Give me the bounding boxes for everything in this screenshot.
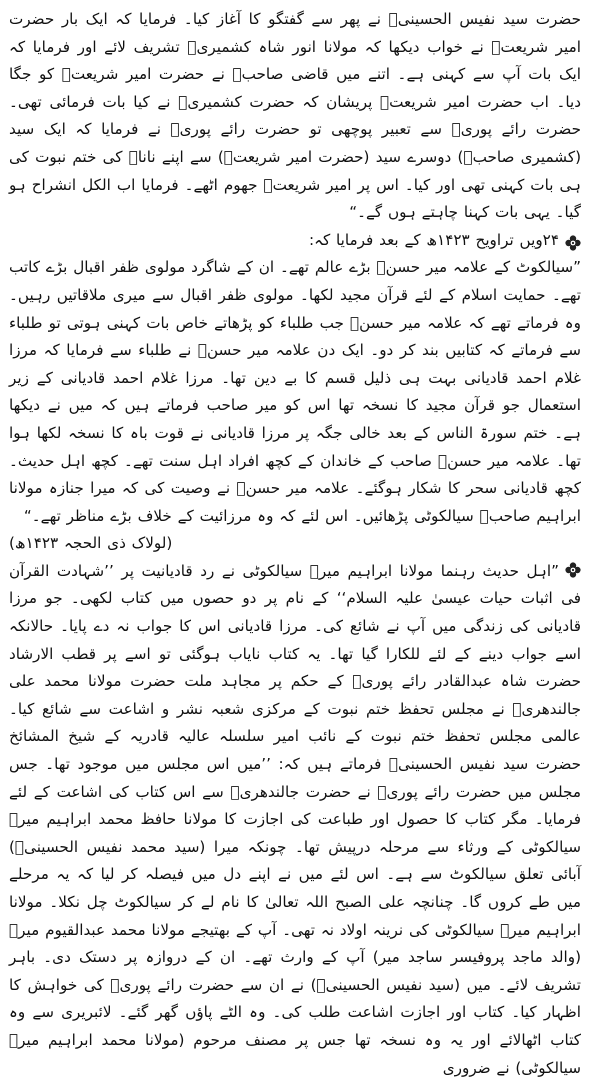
paragraph-shahadat-text: ”اہل حدیث رہنما مولانا ابراہیم میرؒ سیالکوٹی نے رد قادیانیت پر ’’شہادت القرآن فی اثبات حیات عیسیٰ علیہ السلام‘‘ کے نام پر دو حصوں میں کتاب لکھی۔ جو مرزا قادیانی کی زندگی میں آپ نے شائع کی۔ مرزا قادیانی اس کا جواب نہ دے پایا۔ حالانکہ اسے جواب دینے کے لئے للکارا گیا تھا۔ یہ کتاب نایاب ہوگئی تو اسے پر قطب الارشاد حضرت شاہ عبدالقادر رائے پوریؒ کے حکم پر مجاہد ملت حضرت مولانا محمد علی جالندھریؒ نے مجلس تحفظ ختم نبوت کے مرکزی شعبہ نشر و اشاعت سے شائع کیا۔ عالمی مجلس تحفظ ختم نبوت کے نائب امیر سلسلہ عالیہ قادریہ کے شیخ المشائخ حضرت سید نفیس الحسینیؒ فرماتے ہیں کہ: ’’میں اس مجلس میں موجود تھا۔ جس مجلس میں حضرت رائے پوریؒ نے حضرت جالندھریؒ سے اس کتاب کی اشاعت کے لئے فرمایا۔ مگر کتاب کا حصول اور طباعت کی اجازت کا مولانا حافظ محمد ابراہیم میرؒ سیالکوٹی کے ورثاء سے مرحلہ درپیش تھا۔ چونکہ میرا (سید محمد نفیس الحسینیؒ) آبائی تعلق سیالکوٹ سے ہے۔ اس لئے میں نے اپنے دل میں فیصلہ کر لیا کہ یہ مرحلے میں طے کروں گا۔ چنانچہ علی الصبح اللہ تعالیٰ کا نام لے کر سیالکوٹ چل نکلا۔ مولانا ابراہیم میرؒ سیالکوٹی کی نرینہ اولاد نہ تھی۔ آپ کے بھتیجے مولانا محمد عبدالقیوم میرؒ (والد ماجد پروفیسر ساجد میر) آپ کے وارث تھے۔ ان کے دروازہ پر دستک دی۔ باہر تشریف لائے۔ میں (سید نفیس الحسینیؒ) نے ان سے حضرت رائے پوریؒ کی خواہش کا اظہار کیا۔ کتاب اور اجازت اشاعت طلب کی۔ وہ الٹے پاؤں گھر گئے۔ لائبریری سے وہ کتاب اٹھالائے اور یہ وہ نسخہ تھا جس پر مصنف مرحوم (مولانا محمد ابراہیم میرؒ سیالکوٹی) نے ضروری — [9, 561, 581, 1077]
taraweeh-date-heading — [9, 227, 581, 255]
taraweeh-date-text: ۲۴ویں تراویح ۱۴۲۳ھ کے بعد فرمایا کہ: — [308, 230, 559, 249]
source-reference-lolak — [9, 530, 581, 558]
paragraph-allama-mir-hasan: ”سیالکوٹ کے علامہ میر حسنؒ بڑے عالم تھے۔ ان کے شاگرد مولوی ظفر اقبال بڑے کاتب تھے۔ حمایت اسلام کے لئے قرآن مجید لکھا۔ مولوی ظفر اقبال سے میری ملاقاتیں رہیں۔ وہ فرماتے تھے کہ علامہ میر حسنؒ جب طلباء کو پڑھاتے خاص بات کہنی ہوتی تو طلباء سے فرماتے کہ کتابیں بند کر دو۔ ایک دن علامہ میر حسنؒ نے طلباء سے فرمایا کہ مرزا غلام احمد قادیانی بہت ہی ذلیل قسم کا بے دین تھا۔ مرزا غلام احمد قادیانی کے زیر استعمال جو قرآن مجید کا نسخہ تھا اس کو میر صاحب فرماتے ہیں کہ میں نے دیکھا ہے۔ ختم سورۃ الناس کے بعد خالی جگہ پر مرزا قادیانی نے قوت باہ کا نسخہ لکھا ہوا تھا۔ علامہ میر حسنؒ صاحب کے خاندان کے کچھ افراد اہل سنت تھے۔ کچھ اہل حدیث۔ کچھ قادیانی سحر کا شکار ہوگئے۔ علامہ میر حسنؒ نے وصیت کی کہ میرا جنازہ مولانا ابراہیم صاحبؒ سیالکوٹی پڑھائیں۔ اس لئے کہ وہ مرزائیت کے خلاف بڑے مناظر تھے۔“ — [9, 258, 581, 525]
flower-bullet-icon — [565, 233, 581, 249]
source-reference-text: (لولاک ذی الحجہ ۱۴۲۳ھ) — [9, 534, 173, 553]
paragraph-khwab-narration: حضرت سید نفیس الحسینیؒ نے پھر سے گفتگو کا آغاز کیا۔ فرمایا کہ ایک بار حضرت امیر شریعتؒ نے خواب دیکھا کہ مولانا انور شاہ کشمیریؒ تشریف لائے اور فرمایا کہ ایک بات آپ سے کہنی ہے۔ اتنے میں قاضی صاحبؒ نے حضرت امیر شریعتؒ کو جگا دیا۔ اب حضرت امیر شریعتؒ پریشان کہ حضرت کشمیریؒ نے کیا بات فرمائی تھی۔ حضرت رائے پوریؒ سے تعبیر پوچھی تو حضرت رائے پوریؒ نے فرمایا کہ ایک سید (کشمیری صاحبؒ) دوسرے سید (حضرت امیر شریعتؒ) سے اپنے ناناﷺ کی ختم نبوت کی ہی بات کہنی تھی اور کیا۔ اس پر امیر شریعتؒ جھوم اٹھے۔ فرمایا اب الکل انشراح ہو گیا۔ یہی بات کہنا چاہتے ہوں گے۔“ — [9, 10, 581, 222]
flower-bullet-icon — [565, 560, 581, 576]
paragraph-shahadat-ul-quran — [9, 558, 581, 1082]
